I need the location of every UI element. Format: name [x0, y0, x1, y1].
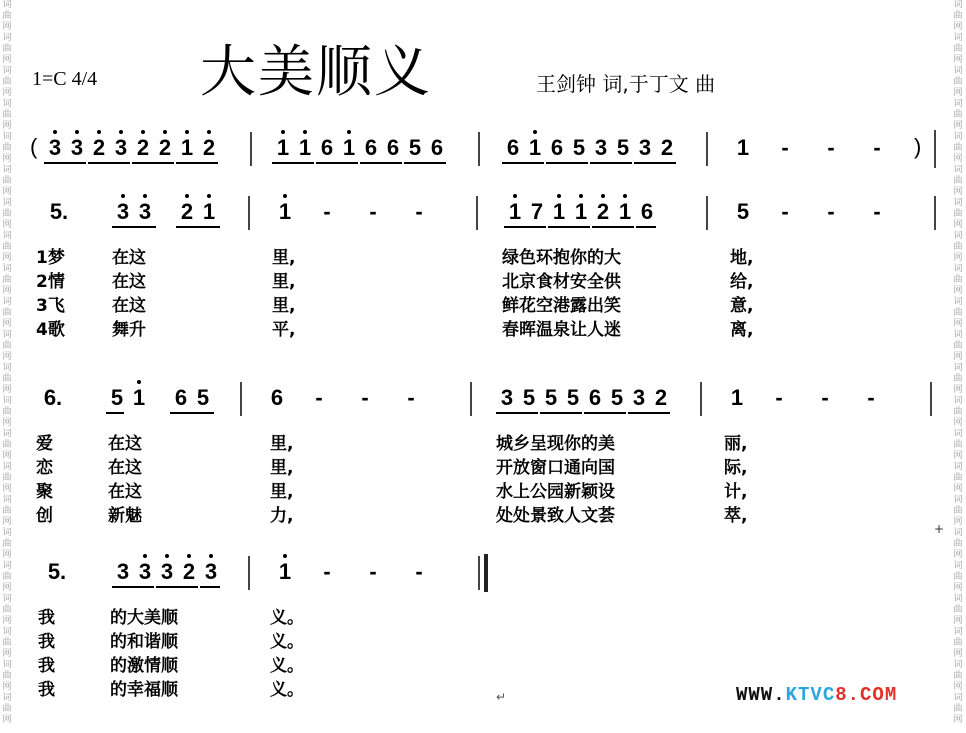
side-watermark-char: 词 — [953, 297, 963, 307]
side-watermark-char: 曲 — [2, 638, 12, 648]
side-watermark-char: 曲 — [953, 704, 963, 714]
dash: - — [407, 385, 415, 410]
watermark-part-3: 8.COM — [835, 684, 898, 706]
side-watermark-char: 网 — [953, 517, 963, 527]
side-watermark-char: 网 — [2, 352, 12, 362]
side-watermark-char: 曲 — [2, 506, 12, 516]
side-watermark-char: 词 — [953, 627, 963, 637]
note: 1 — [198, 200, 220, 224]
note: 5. — [49, 199, 69, 224]
side-watermark-char: 网 — [953, 88, 963, 98]
right-side-watermark — [952, 0, 964, 733]
note: 6. — [43, 385, 63, 410]
side-watermark-char: 曲 — [953, 242, 963, 252]
side-watermark-char: 词 — [953, 99, 963, 109]
lyric-col-d: 城乡呈现你的美 开放窗口通向国 水上公园新颖设 处处景致人文荟 — [496, 434, 615, 526]
note: 5 — [110, 385, 124, 410]
measure-2-3 — [504, 200, 658, 224]
measure-1-2 — [272, 136, 448, 160]
side-watermark-char: 曲 — [2, 473, 12, 483]
barline — [248, 556, 250, 590]
lyric-col-a: 1梦 2情 3飞 4歌 — [36, 248, 65, 340]
note: 3 — [112, 200, 134, 224]
side-watermark-char: 词 — [2, 198, 12, 208]
side-watermark-char: 曲 — [953, 506, 963, 516]
side-watermark-char: 网 — [2, 187, 12, 197]
note: 6 — [550, 135, 564, 160]
side-watermark-char: 曲 — [953, 110, 963, 120]
side-watermark-char: 网 — [2, 715, 12, 725]
side-watermark-char: 网 — [2, 154, 12, 164]
note: 6 — [320, 135, 334, 160]
key-signature: 1=C 4/4 — [32, 68, 98, 90]
note: 5. — [47, 559, 67, 584]
side-watermark-char: 曲 — [2, 572, 12, 582]
side-watermark-char: 网 — [953, 418, 963, 428]
side-watermark-char: 网 — [2, 451, 12, 461]
barline — [700, 382, 702, 416]
barline — [240, 382, 242, 416]
note: 1 — [570, 200, 592, 224]
note: 1 — [176, 136, 198, 160]
side-watermark-char: 词 — [953, 561, 963, 571]
side-watermark-char: 网 — [953, 121, 963, 131]
side-watermark-char: 网 — [953, 253, 963, 263]
side-watermark-char: 词 — [2, 462, 12, 472]
side-watermark-char: 词 — [2, 165, 12, 175]
side-watermark-char: 词 — [953, 132, 963, 142]
note: 5 — [610, 385, 624, 410]
side-watermark-char: 词 — [2, 132, 12, 142]
side-watermark-char: 网 — [953, 154, 963, 164]
side-watermark-char: 词 — [953, 264, 963, 274]
note: 3 — [638, 135, 652, 160]
side-watermark-char: 曲 — [953, 275, 963, 285]
measure-1-1 — [44, 136, 220, 160]
measure-3-3 — [496, 386, 672, 410]
side-watermark-char: 网 — [953, 649, 963, 659]
side-watermark-char: 词 — [2, 594, 12, 604]
note: 1 — [504, 200, 526, 224]
side-watermark-char: 曲 — [2, 143, 12, 153]
side-watermark-char: 网 — [953, 682, 963, 692]
lyric-col-c: 里, 里, 里, 力, — [270, 434, 294, 526]
lyric-col-c: 里, 里, 里, 平, — [272, 248, 296, 340]
measure-4-2 — [266, 560, 442, 584]
measure-3-2 — [258, 386, 434, 410]
side-watermark-char: 网 — [2, 22, 12, 32]
side-watermark-char: 词 — [953, 0, 963, 10]
page-break-mark: + — [934, 522, 945, 536]
dash: - — [821, 385, 829, 410]
side-watermark-char: 网 — [953, 187, 963, 197]
note: 7 — [530, 199, 544, 224]
dash: - — [415, 559, 423, 584]
side-watermark-char: 网 — [2, 517, 12, 527]
side-watermark-char: 网 — [2, 583, 12, 593]
watermark-part-1: WWW. — [736, 684, 786, 706]
side-watermark-char: 网 — [2, 88, 12, 98]
dash: - — [781, 135, 789, 160]
note: 3 — [116, 559, 130, 584]
side-watermark-char: 词 — [2, 429, 12, 439]
barline — [706, 196, 708, 230]
side-watermark-char: 词 — [953, 660, 963, 670]
measure-2-4 — [724, 200, 900, 224]
measure-4-1 — [38, 560, 222, 584]
lyric-col-e: 丽, 际, 计, 萃, — [724, 434, 748, 526]
measure-2-2 — [266, 200, 442, 224]
side-watermark-char: 网 — [953, 319, 963, 329]
side-watermark-char: 曲 — [2, 374, 12, 384]
side-watermark-char: 曲 — [953, 209, 963, 219]
side-watermark-char: 网 — [953, 286, 963, 296]
dash: - — [323, 199, 331, 224]
lyric-col-b: 在这 在这 在这 新魅 — [108, 434, 142, 526]
dash: - — [369, 199, 377, 224]
side-watermark-char: 网 — [953, 22, 963, 32]
side-watermark-char: 曲 — [2, 44, 12, 54]
side-watermark-char: 词 — [2, 264, 12, 274]
side-watermark-char: 网 — [2, 286, 12, 296]
side-watermark-char: 曲 — [2, 341, 12, 351]
note: 2 — [178, 560, 200, 584]
note: 1 — [272, 136, 294, 160]
side-watermark-char: 曲 — [2, 308, 12, 318]
side-watermark-char: 词 — [953, 330, 963, 340]
note: 6 — [430, 135, 444, 160]
side-watermark-char: 曲 — [953, 473, 963, 483]
side-watermark-char: 词 — [2, 99, 12, 109]
side-watermark-char: 词 — [953, 462, 963, 472]
side-watermark-char: 网 — [2, 319, 12, 329]
side-watermark-char: 曲 — [953, 77, 963, 87]
dash: - — [873, 135, 881, 160]
barline — [478, 132, 480, 166]
note: 2 — [198, 136, 220, 160]
side-watermark-char: 词 — [953, 495, 963, 505]
note: 5 — [736, 199, 750, 224]
note: 2 — [592, 200, 614, 224]
dash: - — [323, 559, 331, 584]
side-watermark-char: 曲 — [953, 143, 963, 153]
side-watermark-char: 网 — [953, 385, 963, 395]
side-watermark-char: 网 — [2, 55, 12, 65]
side-watermark-char: 曲 — [953, 605, 963, 615]
note: 5 — [522, 385, 536, 410]
side-watermark-char: 词 — [953, 396, 963, 406]
side-watermark-char: 网 — [2, 616, 12, 626]
side-watermark-char: 曲 — [2, 242, 12, 252]
dash: - — [775, 385, 783, 410]
note: 6 — [588, 385, 602, 410]
lyric-col-a: 爱 恋 聚 创 — [36, 434, 53, 526]
end-barline — [934, 130, 936, 168]
left-side-watermark — [1, 0, 13, 733]
side-watermark-char: 曲 — [2, 605, 12, 615]
barline — [706, 132, 708, 166]
side-watermark-char: 网 — [2, 418, 12, 428]
side-watermark-char: 词 — [953, 363, 963, 373]
lyric-col-c: 义。 义。 义。 义。 — [270, 608, 304, 700]
side-watermark-char: 网 — [953, 583, 963, 593]
note: 2 — [88, 136, 110, 160]
note: 3 — [200, 560, 222, 584]
side-watermark-char: 网 — [2, 550, 12, 560]
side-watermark-char: 词 — [953, 33, 963, 43]
note: 1 — [730, 385, 744, 410]
measure-3-1 — [34, 386, 214, 410]
note: 3 — [134, 200, 156, 224]
side-watermark-char: 曲 — [2, 539, 12, 549]
side-watermark-char: 词 — [2, 330, 12, 340]
side-watermark-char: 词 — [953, 429, 963, 439]
music-line-3 — [0, 385, 966, 440]
side-watermark-char: 词 — [2, 297, 12, 307]
side-watermark-char: 曲 — [2, 671, 12, 681]
note: 5 — [566, 385, 580, 410]
side-watermark-char: 网 — [953, 55, 963, 65]
side-watermark-char: 曲 — [953, 341, 963, 351]
side-watermark-char: 网 — [2, 649, 12, 659]
side-watermark-char: 词 — [2, 0, 12, 10]
note: 3 — [44, 136, 66, 160]
final-barline-thick — [484, 554, 488, 592]
dash: - — [827, 135, 835, 160]
side-watermark-char: 词 — [2, 627, 12, 637]
side-watermark-char: 词 — [2, 66, 12, 76]
note: 5 — [616, 135, 630, 160]
side-watermark-char: 词 — [953, 66, 963, 76]
side-watermark-char: 曲 — [953, 11, 963, 21]
dash: - — [315, 385, 323, 410]
side-watermark-char: 网 — [953, 550, 963, 560]
note: 5 — [544, 385, 558, 410]
note: 5 — [572, 135, 586, 160]
dash: - — [415, 199, 423, 224]
side-watermark-char: 词 — [953, 693, 963, 703]
note: 3 — [156, 560, 178, 584]
note: 1 — [128, 386, 150, 410]
note: 3 — [500, 385, 514, 410]
side-watermark-char: 曲 — [953, 671, 963, 681]
side-watermark-char: 曲 — [2, 209, 12, 219]
measure-3-4 — [718, 386, 894, 410]
side-watermark-char: 网 — [2, 682, 12, 692]
lyric-col-a: 我 我 我 我 — [38, 608, 55, 700]
side-watermark-char: 网 — [2, 484, 12, 494]
side-watermark-char: 曲 — [2, 275, 12, 285]
note: 1 — [294, 136, 316, 160]
side-watermark-char: 曲 — [2, 176, 12, 186]
side-watermark-char: 曲 — [2, 440, 12, 450]
side-watermark-char: 曲 — [2, 110, 12, 120]
dash: - — [867, 385, 875, 410]
side-watermark-char: 词 — [953, 165, 963, 175]
note: 6 — [364, 135, 378, 160]
note: 2 — [154, 136, 176, 160]
side-watermark-char: 词 — [953, 198, 963, 208]
side-watermark-char: 网 — [2, 220, 12, 230]
side-watermark-char: 词 — [2, 693, 12, 703]
side-watermark-char: 词 — [2, 528, 12, 538]
note: 2 — [654, 385, 668, 410]
side-watermark-char: 曲 — [953, 440, 963, 450]
side-watermark-char: 词 — [2, 495, 12, 505]
side-watermark-char: 曲 — [953, 44, 963, 54]
side-watermark-char: 网 — [953, 715, 963, 725]
side-watermark-char: 曲 — [953, 308, 963, 318]
side-watermark-char: 网 — [2, 385, 12, 395]
note: 2 — [660, 135, 674, 160]
note: 1 — [614, 200, 636, 224]
note: 3 — [66, 136, 88, 160]
dash: - — [361, 385, 369, 410]
side-watermark-char: 曲 — [953, 176, 963, 186]
note: 2 — [176, 200, 198, 224]
barline — [930, 382, 932, 416]
side-watermark-char: 曲 — [953, 407, 963, 417]
note: 3 — [594, 135, 608, 160]
side-watermark-char: 词 — [2, 231, 12, 241]
note: 1 — [266, 560, 304, 584]
side-watermark-char: 词 — [2, 33, 12, 43]
side-watermark-char: 词 — [953, 594, 963, 604]
side-watermark-char: 网 — [953, 220, 963, 230]
note: 6 — [640, 199, 654, 224]
side-watermark-char: 词 — [2, 363, 12, 373]
note: 6 — [174, 385, 188, 410]
side-watermark-char: 词 — [953, 231, 963, 241]
note: 3 — [632, 385, 646, 410]
music-line-1 — [0, 134, 966, 190]
note: 2 — [132, 136, 154, 160]
measure-1-4 — [724, 136, 900, 160]
measure-2-1 — [40, 200, 220, 224]
barline — [934, 196, 936, 230]
side-watermark-char: 词 — [953, 528, 963, 538]
lyric-col-b: 的大美顺 的和谐顺 的激情顺 的幸福顺 — [110, 608, 178, 700]
note: 3 — [134, 560, 156, 584]
dash: - — [827, 199, 835, 224]
note: 1 — [524, 136, 546, 160]
song-title: 大美顺义 — [200, 40, 432, 105]
measure-1-3 — [502, 136, 678, 160]
side-watermark-char: 曲 — [953, 374, 963, 384]
lyric-col-e: 地, 给, 意, 离, — [730, 248, 754, 340]
note: 5 — [196, 385, 210, 410]
side-watermark-char: 网 — [953, 352, 963, 362]
side-watermark-char: 曲 — [953, 638, 963, 648]
song-credits: 王剑钟 词,于丁文 曲 — [536, 72, 716, 96]
note: 1 — [338, 136, 360, 160]
side-watermark-char: 曲 — [2, 407, 12, 417]
lyric-col-b: 在这 在这 在这 舞升 — [112, 248, 146, 340]
side-watermark-char: 曲 — [953, 539, 963, 549]
barline — [250, 132, 252, 166]
side-watermark-char: 曲 — [2, 77, 12, 87]
side-watermark-char: 曲 — [953, 572, 963, 582]
dash: - — [369, 559, 377, 584]
side-watermark-char: 曲 — [2, 704, 12, 714]
note: 1 — [548, 200, 570, 224]
note: 3 — [110, 136, 132, 160]
barline — [476, 196, 478, 230]
open-paren: ( — [30, 134, 38, 159]
site-watermark — [736, 684, 897, 706]
lyric-col-d: 绿色环抱你的大 北京食材安全供 鲜花空港露出笑 春晖温泉让人迷 — [502, 248, 621, 340]
note: 5 — [408, 135, 422, 160]
dash: - — [873, 199, 881, 224]
side-watermark-char: 网 — [2, 121, 12, 131]
barline — [470, 382, 472, 416]
return-mark: ↵ — [496, 690, 507, 704]
side-watermark-char: 网 — [953, 484, 963, 494]
note: 1 — [266, 200, 304, 224]
side-watermark-char: 网 — [953, 451, 963, 461]
note: 6 — [506, 135, 520, 160]
side-watermark-char: 网 — [2, 253, 12, 263]
barline — [248, 196, 250, 230]
side-watermark-char: 网 — [953, 616, 963, 626]
note: 1 — [736, 135, 750, 160]
dash: - — [781, 199, 789, 224]
final-barline-thin — [478, 556, 480, 590]
side-watermark-char: 曲 — [2, 11, 12, 21]
side-watermark-char: 词 — [2, 396, 12, 406]
watermark-part-2: KTVC — [785, 684, 836, 706]
side-watermark-char: 词 — [2, 561, 12, 571]
note: 6 — [386, 135, 400, 160]
close-paren: ) — [914, 134, 922, 159]
note: 6 — [270, 385, 284, 410]
side-watermark-char: 词 — [2, 660, 12, 670]
